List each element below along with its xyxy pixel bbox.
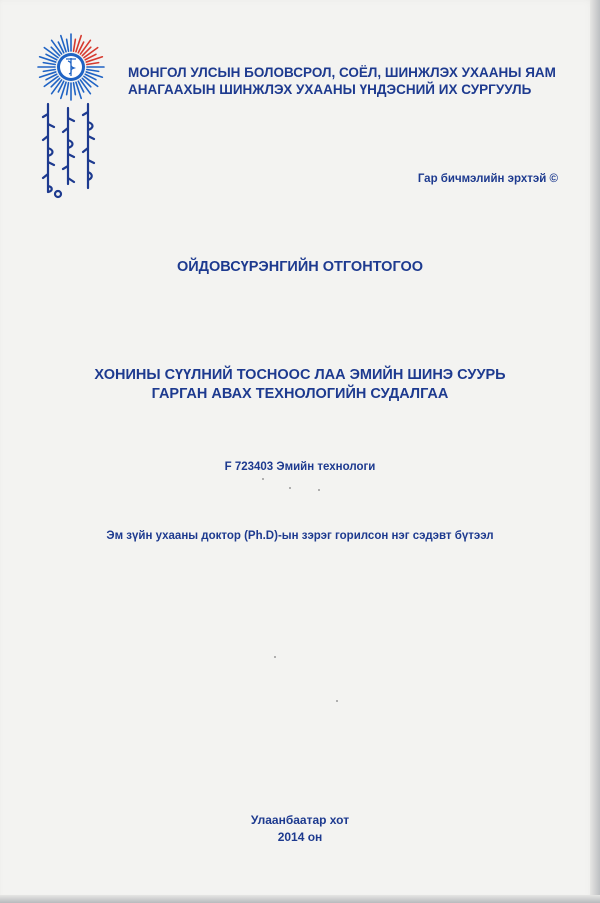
place-and-year: [0, 812, 600, 846]
paper-speck: [336, 700, 338, 702]
paper-speck: [318, 489, 320, 491]
emblem-ray: [67, 83, 69, 95]
year: 2014 он: [277, 830, 323, 844]
university-emblem-icon: [36, 32, 106, 102]
thesis-title-line-2: ГАРГАН АВАХ ТЕХНОЛОГИЙН СУДАЛГАА: [151, 386, 449, 402]
specialty-code: F 723403 Эмийн технологи: [224, 461, 376, 473]
paper-speck: [262, 478, 264, 480]
emblem-ray: [87, 70, 99, 72]
institution-header: [128, 64, 568, 98]
author-name: ОЙДОВСҮРЭНГИЙН ОТГОНТОГОО: [176, 259, 424, 275]
place-name: Улаанбаатар хот: [250, 813, 350, 827]
paper-speck: [289, 487, 291, 489]
emblem-ray: [43, 63, 55, 65]
emblem-ray: [67, 39, 69, 51]
degree-note: Эм зүйн ухааны доктор (Ph.D)-ын зэрэг горилсон нэг сэдэвт бүтээл: [106, 530, 494, 542]
thesis-title-line-1: ХОНИНЫ СҮҮЛНИЙ ТОСНООС ЛАА ЭМИЙН ШИНЭ СУУРЬ: [94, 367, 506, 383]
thesis-title: [0, 366, 600, 404]
paper-speck: [274, 656, 276, 658]
emblem-ray: [74, 83, 76, 95]
cover-edge-bottom: [0, 895, 600, 903]
copyright-note: Гар бичмэлийн эрхтэй ©: [417, 173, 558, 185]
emblem-ray: [43, 70, 55, 72]
emblem-ray: [87, 63, 99, 65]
emblem-ray: [74, 39, 76, 51]
cover-edge-right: [590, 0, 600, 903]
mongolian-script-text: [38, 100, 106, 200]
university-name: АНАГААХЫН ШИНЖЛЭХ УХААНЫ ҮНДЭСНИЙ ИХ СУРГУУЛЬ: [128, 82, 532, 97]
ministry-name: МОНГОЛ УЛСЫН БОЛОВСРОЛ, СОЁЛ, ШИНЖЛЭХ УХААНЫ ЯАМ: [128, 65, 556, 80]
